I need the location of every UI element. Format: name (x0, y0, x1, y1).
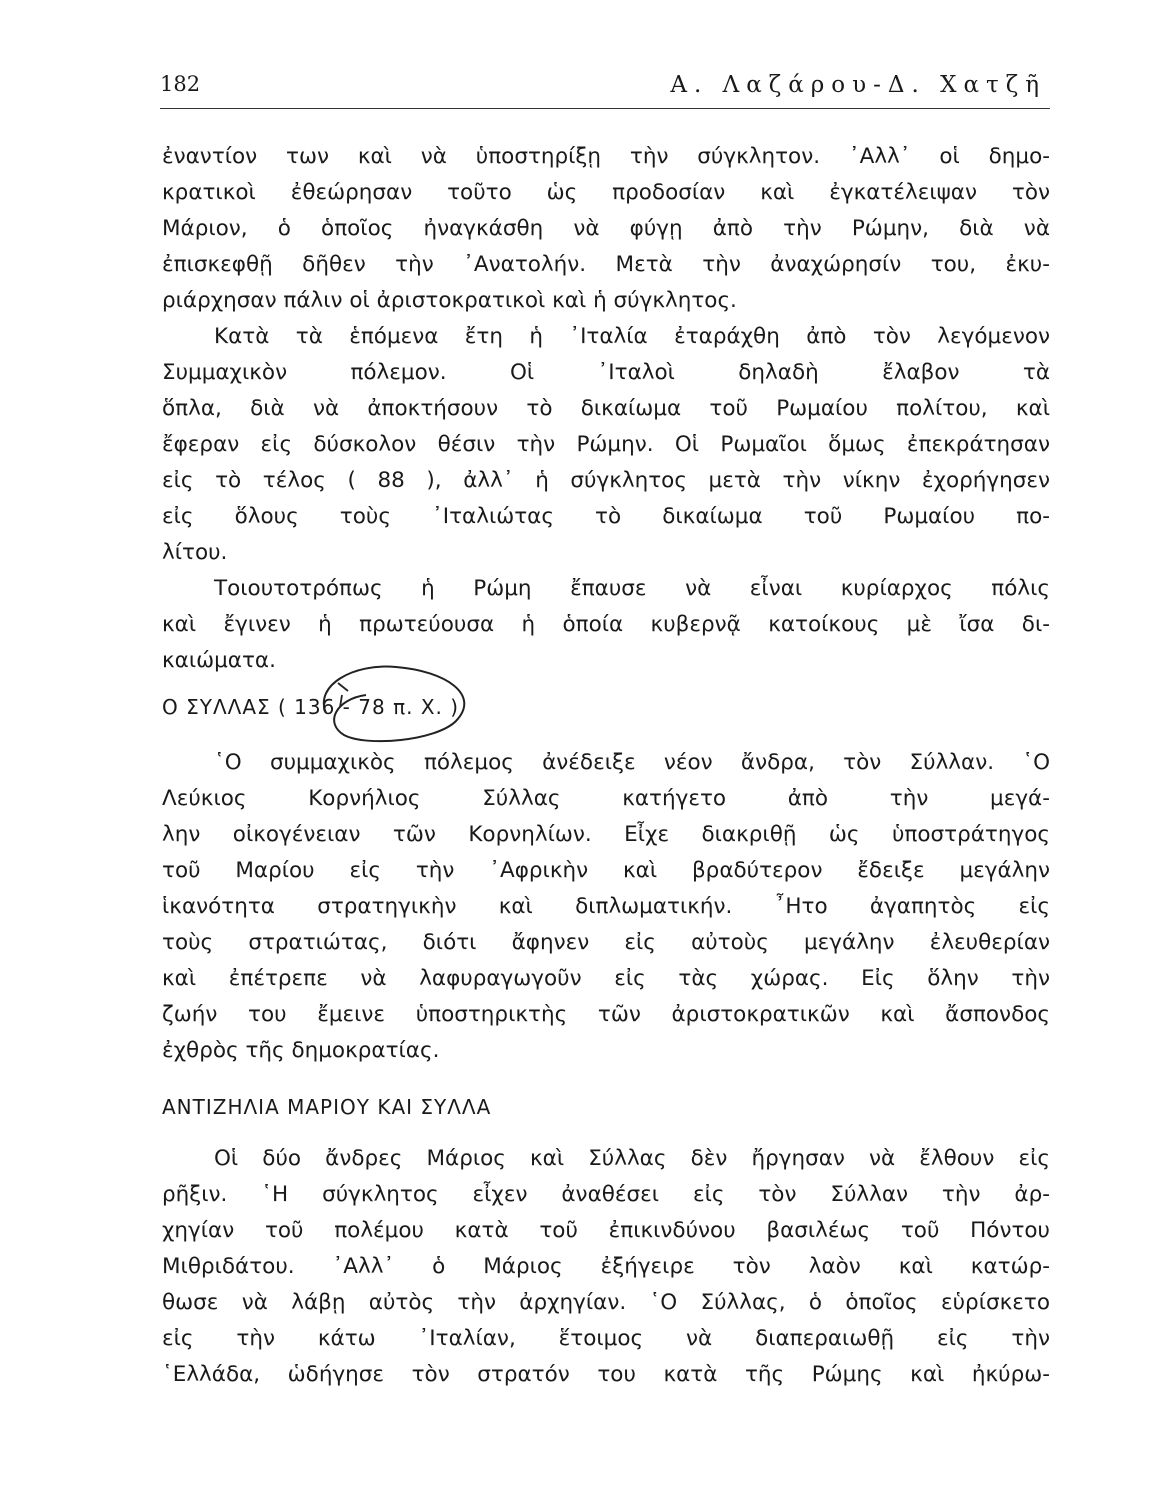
text-line: εἰς τὸ τέλος ( 88 ), ἀλλ᾿ ἡ σύγκλητος μετὰ τὴν νίκην ἐχορήγησεν (162, 468, 1050, 493)
text-line: χηγίαν τοῦ πολέμου κατὰ τοῦ ἐπικινδύνου βασιλέως τοῦ Πόντου (162, 1218, 1050, 1243)
text-line: ἔφεραν εἰς δύσκολον θέσιν τὴν Ρώμην. Οἱ Ρωμαῖοι ὅμως ἐπεκράτησαν (162, 432, 1050, 457)
text-line: θωσε νὰ λάβῃ αὐτὸς τὴν ἀρχηγίαν. ῾Ο Σύλλας, ὁ ὁποῖος εὑρίσκετο (162, 1290, 1050, 1315)
text-line: λίτου. (162, 540, 228, 565)
text-line: ῾Ελλάδα, ὡδήγησε τὸν στρατόν του κατὰ τῆς Ρώμης καὶ ἠκύρω- (162, 1362, 1050, 1387)
text-line: εἰς ὅλους τοὺς ᾿Ιταλιώτας τὸ δικαίωμα τοῦ Ρωμαίου πο- (162, 504, 1050, 529)
text-line: Λεύκιος Κορνήλιος Σύλλας κατήγετο ἀπὸ τὴν μεγά- (162, 786, 1050, 811)
running-head: Α. Λαζάρου-Δ. Χατζῆ (670, 72, 1046, 98)
page-number: 182 (160, 72, 201, 96)
text-line: ὅπλα, διὰ νὰ ἀποκτήσουν τὸ δικαίωμα τοῦ Ρωμαίου πολίτου, καὶ (162, 396, 1050, 421)
text-line: ἱκανότητα στρατηγικὴν καὶ διπλωματικήν. ῏Ητο ἀγαπητὸς εἰς (162, 894, 1050, 919)
text-line: ῾Ο συμμαχικὸς πόλεμος ἀνέδειξε νέον ἄνδρα, τὸν Σύλλαν. ῾Ο (214, 750, 1050, 775)
text-line: ζωήν του ἔμεινε ὑποστηρικτὴς τῶν ἀριστοκρατικῶν καὶ ἄσπονδος (162, 1002, 1050, 1027)
text-line: κρατικοὶ ἐθεώρησαν τοῦτο ὡς προδοσίαν καὶ ἐγκατέλειψαν τὸν (162, 180, 1050, 205)
page-header (160, 68, 1050, 109)
text-line: τοῦ Μαρίου εἰς τὴν ᾿Αφρικὴν καὶ βραδύτερον ἔδειξε μεγάλην (162, 858, 1050, 883)
text-line: Μάριον, ὁ ὁποῖος ἠναγκάσθη νὰ φύγῃ ἀπὸ τὴν Ρώμην, διὰ νὰ (162, 216, 1050, 241)
text-line: καὶ ἔγινεν ἡ πρωτεύουσα ἡ ὁποία κυβερνᾷ κατοίκους μὲ ἴσα δι- (162, 612, 1050, 637)
text-line: Οἱ δύο ἄνδρες Μάριος καὶ Σύλλας δὲν ἤργησαν νὰ ἔλθουν εἰς (214, 1146, 1050, 1171)
text-line: ἐχθρὸς τῆς δημοκρατίας. (162, 1038, 440, 1063)
text-line: ἐναντίον των καὶ νὰ ὑποστηρίξῃ τὴν σύγκλητον. ᾿Αλλ᾿ οἱ δημο- (162, 144, 1050, 169)
text-line: καὶ ἐπέτρεπε νὰ λαφυραγωγοῦν εἰς τὰς χώρας. Εἰς ὅλην τὴν (162, 966, 1050, 991)
text-line: εἰς τὴν κάτω ᾿Ιταλίαν, ἕτοιμος νὰ διαπεραιωθῇ εἰς τὴν (162, 1326, 1050, 1351)
text-line: καιώματα. (162, 648, 276, 673)
text-line: Τοιουτοτρόπως ἡ Ρώμη ἔπαυσε νὰ εἶναι κυρίαρχος πόλις (214, 576, 1050, 601)
text-line: Κατὰ τὰ ἑπόμενα ἔτη ἡ ᾿Ιταλία ἐταράχθη ἀπὸ τὸν λεγόμενον (214, 324, 1050, 349)
section-heading: ΑΝΤΙΖΗΛΙΑ ΜΑΡΙΟΥ ΚΑΙ ΣΥΛΛΑ (162, 1095, 492, 1119)
text-line: ρῆξιν. ῾Η σύγκλητος εἶχεν ἀναθέσει εἰς τὸν Σύλλαν τὴν ἀρ- (162, 1182, 1050, 1207)
text-line: λην οἰκογένειαν τῶν Κορνηλίων. Εἶχε διακριθῇ ὡς ὑποστράτηγος (162, 822, 1050, 847)
section-heading: Ο ΣΥΛΛΑΣ ( 136 - 78 π. Χ. ) (162, 695, 460, 719)
text-line: Μιθριδάτου. ᾿Αλλ᾿ ὁ Μάριος ἐξήγειρε τὸν λαὸν καὶ κατώρ- (162, 1254, 1050, 1279)
text-line: τοὺς στρατιώτας, διότι ἄφηνεν εἰς αὐτοὺς μεγάλην ἐλευθερίαν (162, 930, 1050, 955)
text-line: ἐπισκεφθῇ δῆθεν τὴν ᾿Ανατολήν. Μετὰ τὴν ἀναχώρησίν του, ἐκυ- (162, 252, 1050, 277)
text-line: ριάρχησαν πάλιν οἱ ἀριστοκρατικοὶ καὶ ἡ σύγκλητος. (162, 288, 737, 313)
text-line: Συμμαχικὸν πόλεμον. Οἱ ᾿Ιταλοὶ δηλαδὴ ἔλαβον τὰ (162, 360, 1050, 385)
handwritten-circle-mark (296, 655, 516, 750)
